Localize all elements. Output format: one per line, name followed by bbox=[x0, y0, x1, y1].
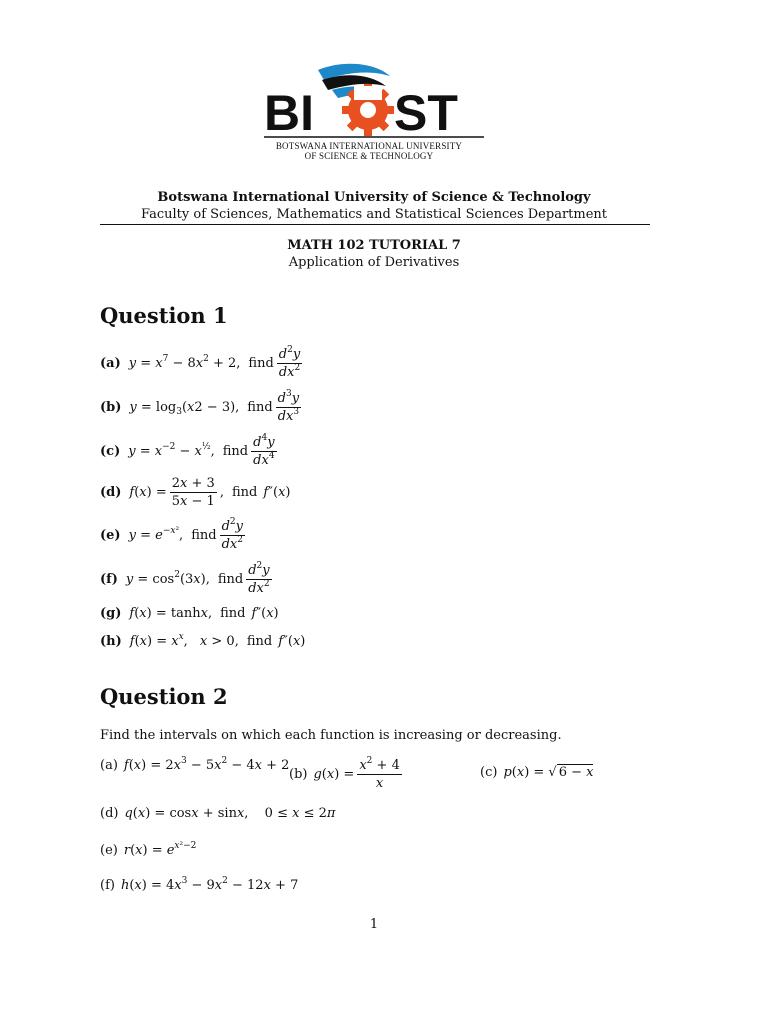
q1-label-f: (f) bbox=[100, 572, 118, 587]
q1-target-d: f″(x) bbox=[263, 485, 291, 500]
q2-expr-a: $f(x) = 2x^3 - 5x^2 - 4x + 2$ bbox=[123, 756, 290, 773]
q2-label-d: (d) bbox=[100, 806, 119, 821]
institution-name: Botswana International University of Science & Technology bbox=[157, 190, 591, 205]
q1-item-e bbox=[100, 519, 248, 552]
q2-label-c: (c) bbox=[480, 765, 498, 780]
q1-expr-d: f(x) = bbox=[129, 485, 167, 500]
q1-label-a: (a) bbox=[100, 356, 121, 371]
q1-expr-g: f(x) = tanhx, bbox=[129, 606, 213, 621]
gear-icon bbox=[342, 84, 394, 136]
logo-subtitle-line1: BOTSWANA INTERNATIONAL UNIVERSITY bbox=[275, 141, 463, 151]
q1-derivative-e: $\frac{d^2y}{dx^2}$ bbox=[221, 517, 243, 552]
q2-label-b: (b) bbox=[289, 767, 308, 782]
q2-expr-e: $r(x) = e^{x^2-2}$ bbox=[123, 841, 197, 858]
tutorial-topic: Application of Derivatives bbox=[288, 255, 460, 270]
q2-expr-f: $h(x) = 4x^3 - 9x^2 - 12x + 7$ bbox=[120, 876, 299, 893]
course-title: MATH 102 TUTORIAL 7 bbox=[287, 238, 461, 253]
q2-expr-d: q(x) = cosx + sinx, 0 ≤ x ≤ 2π bbox=[124, 806, 336, 821]
q1-target-h: f″(x) bbox=[278, 634, 306, 649]
q1-label-h: (h) bbox=[100, 634, 122, 649]
q1-derivative-a: $\frac{d^2y}{dx^2}$ bbox=[278, 345, 301, 380]
q1-item-c bbox=[100, 435, 280, 468]
q2-item-f bbox=[100, 878, 298, 893]
q2-item-d bbox=[100, 806, 335, 821]
q1-item-b bbox=[100, 391, 304, 424]
q1-expr-h: $f(x) = x^x$, x > 0, bbox=[129, 632, 239, 649]
q2-item-b bbox=[289, 758, 405, 791]
svg-text:ST: ST bbox=[394, 85, 458, 141]
q1-item-d: (d) f(x) = $\frac{2x + 3}{5x - 1}$ , find f″(x) bbox=[100, 476, 291, 509]
logo-subtitle bbox=[264, 141, 474, 161]
find-word: find bbox=[191, 528, 217, 543]
find-word: find bbox=[217, 572, 244, 587]
q2-item-e bbox=[100, 843, 196, 858]
q1-fraction-d: $\frac{2x + 3}{5x - 1}$ bbox=[171, 476, 215, 509]
q1-label-g: (g) bbox=[100, 606, 122, 621]
q1-expr-a: $y = x^7 - 8x^2 + 2$, bbox=[128, 354, 241, 371]
faculty-name: Faculty of Sciences, Mathematics and Statistical Sciences Department bbox=[140, 207, 608, 222]
q1-label-d: (d) bbox=[100, 485, 122, 500]
q1-expr-c: $y = x^{-2} - x^{\frac{1}{2}}$, bbox=[128, 442, 215, 459]
q2-expr-b: g(x) = bbox=[313, 767, 355, 782]
q1-expr-e: $y = e^{-x^2}$, bbox=[128, 526, 184, 543]
find-word: find bbox=[220, 606, 246, 621]
q1-label-b: (b) bbox=[100, 400, 122, 415]
find-word: find bbox=[247, 400, 273, 415]
q1-derivative-b: $\frac{d^3y}{dx^3}$ bbox=[277, 389, 300, 424]
q2-label-a: (a) bbox=[100, 758, 118, 773]
q2-item-c bbox=[480, 765, 593, 780]
q1-expr-f: $y = \cos^2(3x)$, bbox=[125, 570, 210, 587]
find-word: find bbox=[222, 444, 249, 459]
find-word: find bbox=[246, 634, 273, 649]
q2-item-a bbox=[100, 758, 289, 773]
q1-expr-b: $y = \log_3(x2 - 3)$, bbox=[129, 400, 240, 417]
header-divider bbox=[100, 224, 650, 225]
q1-label-e: (e) bbox=[100, 528, 121, 543]
page-number: 1 bbox=[369, 917, 379, 932]
q1-target-g: f″(x) bbox=[251, 606, 279, 621]
question-2-heading: Question 2 bbox=[100, 684, 228, 709]
q1-derivative-c: $\frac{d^4y}{dx^4}$ bbox=[253, 433, 275, 468]
q2-fraction-b: $\frac{x^2 + 4}{x}$ bbox=[359, 756, 400, 791]
question-1-heading: Question 1 bbox=[100, 303, 228, 328]
q1-item-f bbox=[100, 563, 275, 596]
q1-label-c: (c) bbox=[100, 444, 121, 459]
q2-label-f: (f) bbox=[100, 878, 115, 893]
q1-item-a bbox=[100, 347, 305, 380]
q1-item-g bbox=[100, 606, 279, 621]
q2-label-e: (e) bbox=[100, 843, 118, 858]
find-word: find bbox=[248, 356, 274, 371]
find-word: find bbox=[231, 485, 258, 500]
q1-item-h bbox=[100, 634, 305, 649]
logo-subtitle-line2: OF SCIENCE & TECHNOLOGY bbox=[304, 151, 434, 161]
q2-instruction: Find the intervals on which each function is increasing or decreasing. bbox=[100, 728, 562, 743]
svg-text:BI: BI bbox=[264, 85, 314, 141]
q1-derivative-f: $\frac{d^2y}{dx^2}$ bbox=[248, 561, 270, 596]
q2-expr-c: p(x) = √ 6 − x bbox=[503, 765, 594, 780]
